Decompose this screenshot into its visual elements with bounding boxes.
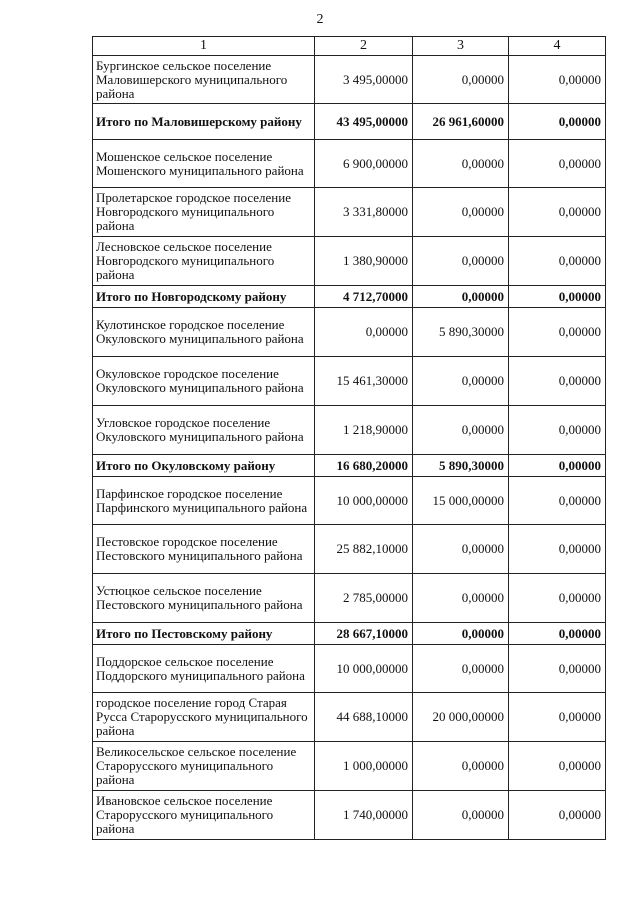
table-row — [93, 308, 606, 357]
column-3-value-cell: 15 000,00000 — [413, 477, 509, 525]
column-2-value-cell: 25 882,10000 — [315, 525, 413, 574]
column-4-value-cell: 0,00000 — [509, 308, 606, 357]
settlement-name-cell: Ивановское сельское поселение Старорусского муниципального района — [93, 791, 315, 840]
settlement-name-cell: Бургинское сельское поселение Маловишерского муниципального района — [93, 56, 315, 104]
settlement-name-cell: Итого по Маловишерскому району — [93, 104, 315, 140]
table-row — [93, 742, 606, 791]
table-row — [93, 574, 606, 623]
table-row — [93, 525, 606, 574]
table-row — [93, 237, 606, 286]
column-3-value-cell: 5 890,30000 — [413, 308, 509, 357]
table-row — [93, 188, 606, 237]
table-header-row — [93, 37, 606, 56]
column-2-value-cell: 0,00000 — [315, 308, 413, 357]
column-2-value-cell: 15 461,30000 — [315, 357, 413, 406]
column-2-value-cell: 2 785,00000 — [315, 574, 413, 623]
table-row — [93, 56, 606, 104]
settlement-name-cell: Устюцкое сельское поселение Пестовского муниципального района — [93, 574, 315, 623]
table-row — [93, 645, 606, 693]
column-2-value-cell: 3 495,00000 — [315, 56, 413, 104]
column-3-value-cell: 0,00000 — [413, 56, 509, 104]
district-total-row — [93, 286, 606, 308]
column-3-value-cell: 0,00000 — [413, 140, 509, 188]
table-row — [93, 477, 606, 525]
column-4-value-cell: 0,00000 — [509, 742, 606, 791]
settlement-name-cell: Итого по Пестовскому району — [93, 623, 315, 645]
settlement-name-cell: Парфинское городское поселение Парфинского муниципального района — [93, 477, 315, 525]
column-4-value-cell: 0,00000 — [509, 455, 606, 477]
column-4-value-cell: 0,00000 — [509, 104, 606, 140]
column-2-value-cell: 10 000,00000 — [315, 645, 413, 693]
table-body — [93, 56, 606, 840]
column-2-value-cell: 6 900,00000 — [315, 140, 413, 188]
column-2-value-cell: 44 688,10000 — [315, 693, 413, 742]
column-2-value-cell: 3 331,80000 — [315, 188, 413, 237]
column-2-value-cell: 1 000,00000 — [315, 742, 413, 791]
table-row — [93, 357, 606, 406]
settlement-name-cell: Угловское городское поселение Окуловского муниципального района — [93, 406, 315, 455]
column-3-value-cell: 0,00000 — [413, 188, 509, 237]
settlement-name-cell: городское поселение город Старая Русса Старорусского муниципального района — [93, 693, 315, 742]
column-4-value-cell: 0,00000 — [509, 357, 606, 406]
column-3-value-cell: 0,00000 — [413, 525, 509, 574]
column-3-value-cell: 0,00000 — [413, 623, 509, 645]
settlement-name-cell: Поддорское сельское поселение Поддорского муниципального района — [93, 645, 315, 693]
column-3-value-cell: 0,00000 — [413, 357, 509, 406]
column-2-value-cell: 28 667,10000 — [315, 623, 413, 645]
column-header: 4 — [509, 37, 606, 56]
column-4-value-cell: 0,00000 — [509, 286, 606, 308]
settlement-name-cell: Великосельское сельское поселение Старорусского муниципального района — [93, 742, 315, 791]
column-4-value-cell: 0,00000 — [509, 623, 606, 645]
column-2-value-cell: 4 712,70000 — [315, 286, 413, 308]
column-2-value-cell: 16 680,20000 — [315, 455, 413, 477]
column-2-value-cell: 43 495,00000 — [315, 104, 413, 140]
settlement-name-cell: Мошенское сельское поселение Мошенского муниципального района — [93, 140, 315, 188]
column-3-value-cell: 0,00000 — [413, 742, 509, 791]
column-4-value-cell: 0,00000 — [509, 693, 606, 742]
allocation-table — [92, 36, 606, 840]
column-2-value-cell: 10 000,00000 — [315, 477, 413, 525]
district-total-row — [93, 104, 606, 140]
table-row — [93, 791, 606, 840]
column-3-value-cell: 5 890,30000 — [413, 455, 509, 477]
settlement-name-cell: Лесновское сельское поселение Новгородского муниципального района — [93, 237, 315, 286]
column-3-value-cell: 0,00000 — [413, 645, 509, 693]
district-total-row — [93, 623, 606, 645]
column-header: 3 — [413, 37, 509, 56]
column-3-value-cell: 0,00000 — [413, 406, 509, 455]
column-3-value-cell: 20 000,00000 — [413, 693, 509, 742]
table-row — [93, 406, 606, 455]
column-2-value-cell: 1 740,00000 — [315, 791, 413, 840]
column-3-value-cell: 0,00000 — [413, 286, 509, 308]
district-total-row — [93, 455, 606, 477]
column-4-value-cell: 0,00000 — [509, 645, 606, 693]
column-4-value-cell: 0,00000 — [509, 406, 606, 455]
settlement-name-cell: Пролетарское городское поселение Новгородского муниципального района — [93, 188, 315, 237]
settlement-name-cell: Пестовское городское поселение Пестовского муниципального района — [93, 525, 315, 574]
column-3-value-cell: 0,00000 — [413, 574, 509, 623]
column-header: 2 — [315, 37, 413, 56]
settlement-name-cell: Итого по Новгородскому району — [93, 286, 315, 308]
settlement-name-cell: Окуловское городское поселение Окуловского муниципального района — [93, 357, 315, 406]
column-4-value-cell: 0,00000 — [509, 237, 606, 286]
page-number: 2 — [316, 12, 324, 27]
column-3-value-cell: 0,00000 — [413, 791, 509, 840]
column-4-value-cell: 0,00000 — [509, 188, 606, 237]
column-4-value-cell: 0,00000 — [509, 140, 606, 188]
column-4-value-cell: 0,00000 — [509, 525, 606, 574]
column-2-value-cell: 1 218,90000 — [315, 406, 413, 455]
column-2-value-cell: 1 380,90000 — [315, 237, 413, 286]
column-header: 1 — [93, 37, 315, 56]
column-4-value-cell: 0,00000 — [509, 574, 606, 623]
settlement-name-cell: Итого по Окуловскому району — [93, 455, 315, 477]
table-row — [93, 693, 606, 742]
column-3-value-cell: 0,00000 — [413, 237, 509, 286]
table-row — [93, 140, 606, 188]
column-4-value-cell: 0,00000 — [509, 477, 606, 525]
column-4-value-cell: 0,00000 — [509, 56, 606, 104]
column-4-value-cell: 0,00000 — [509, 791, 606, 840]
settlement-name-cell: Кулотинское городское поселение Окуловского муниципального района — [93, 308, 315, 357]
column-3-value-cell: 26 961,60000 — [413, 104, 509, 140]
